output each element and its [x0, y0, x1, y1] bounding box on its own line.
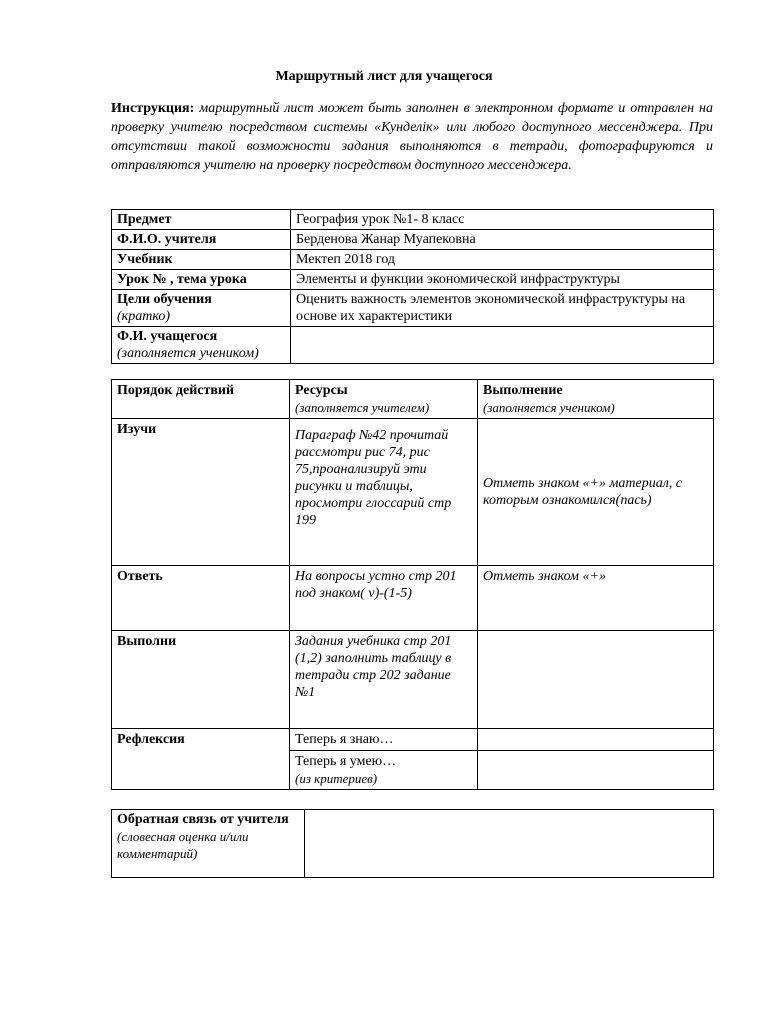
- table-row: [112, 566, 714, 631]
- table-row: [112, 230, 714, 250]
- step-study-resource: Параграф №42 прочитай рассмотри рис 74, рис 75,проанализируй эти рисунки и таблицы, просмотри глоссарий стр 199: [290, 419, 478, 566]
- table-row: [112, 419, 714, 566]
- table-row: [112, 290, 714, 327]
- header-resources-label: Ресурсы: [295, 383, 348, 398]
- instruction-paragraph: [111, 99, 713, 175]
- goals-cell: [112, 290, 291, 327]
- header-resources-note: (заполняется учителем): [295, 400, 430, 415]
- page-title: Маршрутный лист для учащегося: [275, 69, 493, 84]
- step-answer-label: Ответь: [112, 566, 290, 631]
- step-reflection-label: Рефлексия: [112, 729, 290, 790]
- teacher-value: Берденова Жанар Муапековна: [291, 230, 714, 250]
- table-row: [112, 810, 714, 878]
- header-execution-label: Выполнение: [483, 383, 563, 398]
- step-study-action[interactable]: Отметь знаком «+» материал, с которым ознакомился(пась): [478, 419, 714, 566]
- lesson-topic-value: Элементы и функции экономической инфраструктуры: [291, 270, 714, 290]
- table-row: [112, 210, 714, 230]
- reflection-can-cell: [290, 751, 478, 790]
- feedback-field[interactable]: [305, 810, 714, 878]
- textbook-label: Учебник: [112, 250, 291, 270]
- feedback-note: (словесная оценка и/или комментарий): [117, 829, 249, 861]
- subject-label: Предмет: [112, 210, 291, 230]
- subject-value: География урок №1- 8 класс: [291, 210, 714, 230]
- table-row: [112, 631, 714, 729]
- step-do-label: Выполни: [112, 631, 290, 729]
- header-execution: [478, 380, 714, 419]
- goals-label: Цели обучения: [117, 292, 212, 307]
- student-cell: [112, 327, 291, 364]
- student-note: (заполняется учеником): [117, 346, 259, 361]
- teacher-feedback-table: [111, 809, 714, 878]
- table-row: [112, 250, 714, 270]
- teacher-label: Ф.И.О. учителя: [112, 230, 291, 250]
- header-order: Порядок действий: [112, 380, 290, 419]
- step-study-label: Изучи: [112, 419, 290, 566]
- lesson-label: Урок № , тема урока: [112, 270, 291, 290]
- step-do-resource: Задания учебника стр 201 (1,2) заполнить таблицу в тетради стр 202 задание №1: [290, 631, 478, 729]
- table-row: [112, 729, 714, 751]
- table-header-row: [112, 380, 714, 419]
- reflection-can: Теперь я умею…: [295, 754, 397, 769]
- step-answer-action[interactable]: Отметь знаком «+»: [478, 566, 714, 631]
- step-answer-resource: На вопросы устно стр 201 под знаком( v)-(1-5): [290, 566, 478, 631]
- student-name-field[interactable]: [291, 327, 714, 364]
- header-resources: [290, 380, 478, 419]
- lesson-info-table: [111, 209, 714, 364]
- instruction-label: Инструкция:: [111, 101, 195, 116]
- goals-note: (кратко): [117, 309, 170, 324]
- student-label: Ф.И. учащегося: [117, 329, 218, 344]
- feedback-cell: [112, 810, 305, 878]
- goals-value: Оценить важность элементов экономической инфраструктуры на основе их характеристики: [291, 290, 714, 327]
- reflection-know: Теперь я знаю…: [290, 729, 478, 751]
- action-steps-table: [111, 379, 714, 790]
- reflection-criteria: (из критериев): [295, 771, 378, 786]
- textbook-value: Мектеп 2018 год: [291, 250, 714, 270]
- reflection-can-answer[interactable]: [478, 751, 714, 790]
- step-do-action[interactable]: [478, 631, 714, 729]
- feedback-label: Обратная связь от учителя: [117, 812, 289, 827]
- reflection-know-answer[interactable]: [478, 729, 714, 751]
- table-row: [112, 270, 714, 290]
- table-row: [112, 327, 714, 364]
- header-execution-note: (заполняется учеником): [483, 400, 615, 415]
- instruction-text: маршрутный лист может быть заполнен в электронном формате и отправлен на проверку учителю посредством системы «Кунделік» или любого доступного мессенджера. При отсутствии такой возможности задания выполняются в тетради, фотографируются и отправляются учителю на проверку посредством доступного мессенджера.: [111, 101, 713, 173]
